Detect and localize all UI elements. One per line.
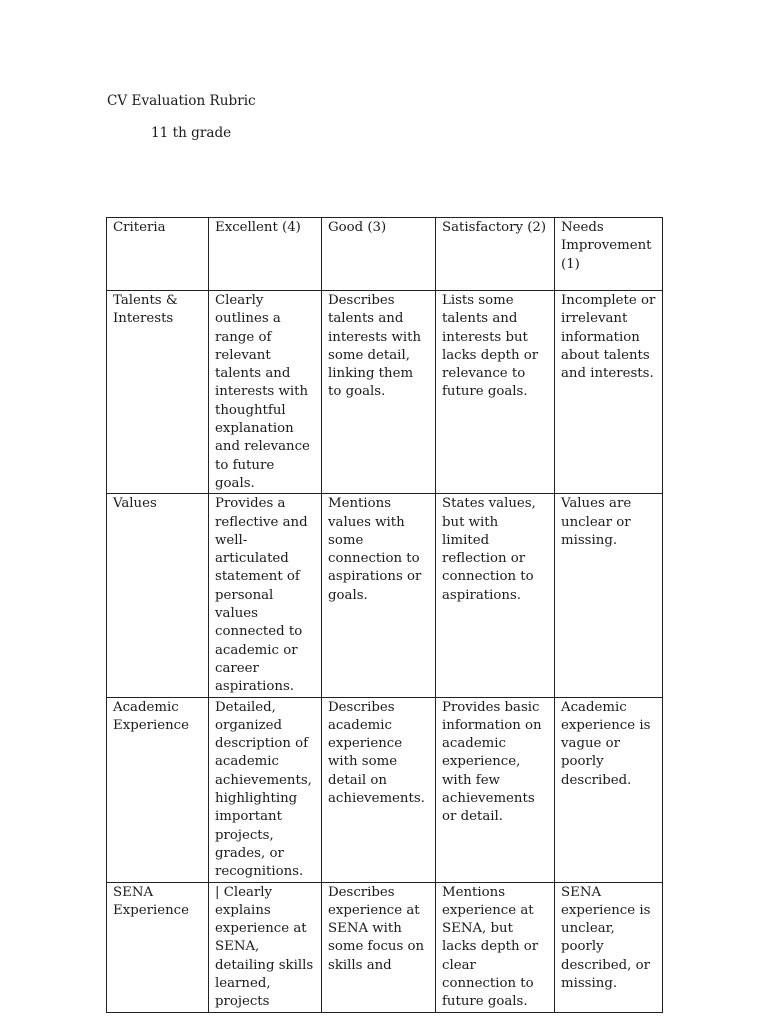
criteria-cell: Values [107, 494, 209, 697]
needs-improvement-cell: Values are unclear or missing. [555, 494, 663, 697]
needs-improvement-cell: Academic experience is vague or poorly described. [555, 697, 663, 882]
needs-improvement-cell: Incomplete or irrelevant information about talents and interests. [555, 291, 663, 494]
grade-subtitle: 11 th grade [151, 125, 232, 141]
good-cell: Mentions values with some connection to aspirations or goals. [322, 494, 436, 697]
excellent-cell: | Clearly explains experience at SENA, detailing skills learned, projects [209, 882, 322, 1012]
table-row [107, 697, 663, 882]
table-header-row [107, 218, 663, 291]
good-cell: Describes academic experience with some detail on achievements. [322, 697, 436, 882]
table-row [107, 882, 663, 1012]
rubric-table [106, 217, 663, 1013]
table-row [107, 291, 663, 494]
good-cell: Describes experience at SENA with some focus on skills and [322, 882, 436, 1012]
criteria-cell: Academic Experience [107, 697, 209, 882]
satisfactory-cell: Mentions experience at SENA, but lacks depth or clear connection to future goals. [436, 882, 555, 1012]
header-excellent: Excellent (4) [209, 218, 322, 291]
table-row [107, 494, 663, 697]
satisfactory-cell: Provides basic information on academic experience, with few achievements or detail. [436, 697, 555, 882]
excellent-cell: Detailed, organized description of academic achievements, highlighting important projects, grades, or recognitions. [209, 697, 322, 882]
good-cell: Describes talents and interests with some detail, linking them to goals. [322, 291, 436, 494]
needs-improvement-cell: SENA experience is unclear, poorly described, or missing. [555, 882, 663, 1012]
header-satisfactory: Satisfactory (2) [436, 218, 555, 291]
satisfactory-cell: Lists some talents and interests but lacks depth or relevance to future goals. [436, 291, 555, 494]
header-needs-improvement: Needs Improvement (1) [555, 218, 663, 291]
criteria-cell: SENA Experience [107, 882, 209, 1012]
header-criteria: Criteria [107, 218, 209, 291]
excellent-cell: Provides a reflective and well-articulated statement of personal values connected to academic or career aspirations. [209, 494, 322, 697]
excellent-cell: Clearly outlines a range of relevant talents and interests with thoughtful explanation and relevance to future goals. [209, 291, 322, 494]
page-title: CV Evaluation Rubric [107, 93, 256, 109]
header-good: Good (3) [322, 218, 436, 291]
satisfactory-cell: States values, but with limited reflection or connection to aspirations. [436, 494, 555, 697]
criteria-cell: Talents & Interests [107, 291, 209, 494]
